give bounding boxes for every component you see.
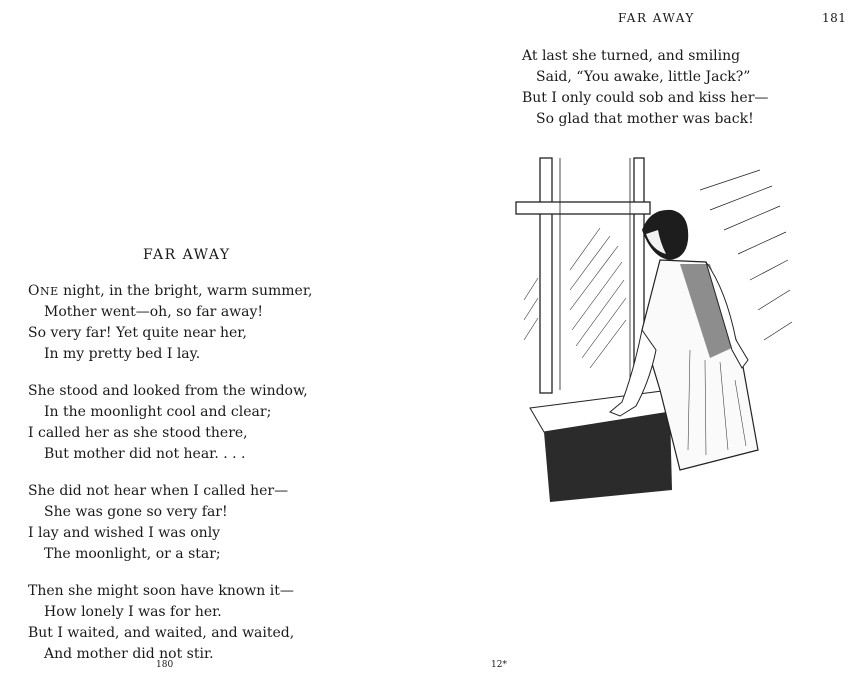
poem-line: She did not hear when I called her— [28, 483, 289, 499]
page-number-right: 181 [822, 11, 847, 25]
stanza-4 [28, 581, 312, 665]
stanza-3 [28, 481, 312, 565]
poem-line: ONE night, in the bright, warm summer, [28, 283, 313, 299]
window-frame [516, 158, 650, 393]
stanza-2 [28, 381, 312, 465]
poem-line: Mother went—oh, so far away! [44, 304, 264, 320]
window-hatching [524, 228, 626, 368]
stanza-1 [28, 281, 312, 365]
signature-mark: 12* [491, 660, 507, 670]
poem-line: So very far! Yet quite near her, [28, 325, 247, 341]
first-word: ONE [28, 283, 59, 299]
poem-line: But mother did not hear. . . . [44, 446, 246, 462]
poem-line: Then she might soon have known it— [28, 583, 294, 599]
poem-line: She was gone so very far! [44, 504, 228, 520]
poem-line: And mother did not stir. [44, 646, 214, 662]
poem-line: So glad that mother was back! [536, 111, 754, 127]
window-sill [530, 390, 672, 502]
poem-line: How lonely I was for her. [44, 604, 222, 620]
right-page-stanza [522, 46, 768, 130]
poem-line: She stood and looked from the window, [28, 383, 308, 399]
poem-line: In the moonlight cool and clear; [44, 404, 272, 420]
poem-line: I called her as she stood there, [28, 425, 248, 441]
poem-line: At last she turned, and smiling [522, 48, 741, 64]
woman-at-window-illustration [510, 150, 800, 530]
poem-line: But I only could sob and kiss her— [522, 90, 769, 106]
running-head: FAR AWAY [618, 11, 695, 25]
poem-line: But I waited, and waited, and waited, [28, 625, 295, 641]
page-number-left: 180 [156, 660, 174, 670]
poem-body [28, 281, 312, 681]
poem-line: In my pretty bed I lay. [44, 346, 201, 362]
poem-title: FAR AWAY [143, 247, 231, 263]
poem-line: Said, “You awake, little Jack?” [536, 69, 751, 85]
poem-line: The moonlight, or a star; [44, 546, 221, 562]
poem-line: I lay and wished I was only [28, 525, 221, 541]
